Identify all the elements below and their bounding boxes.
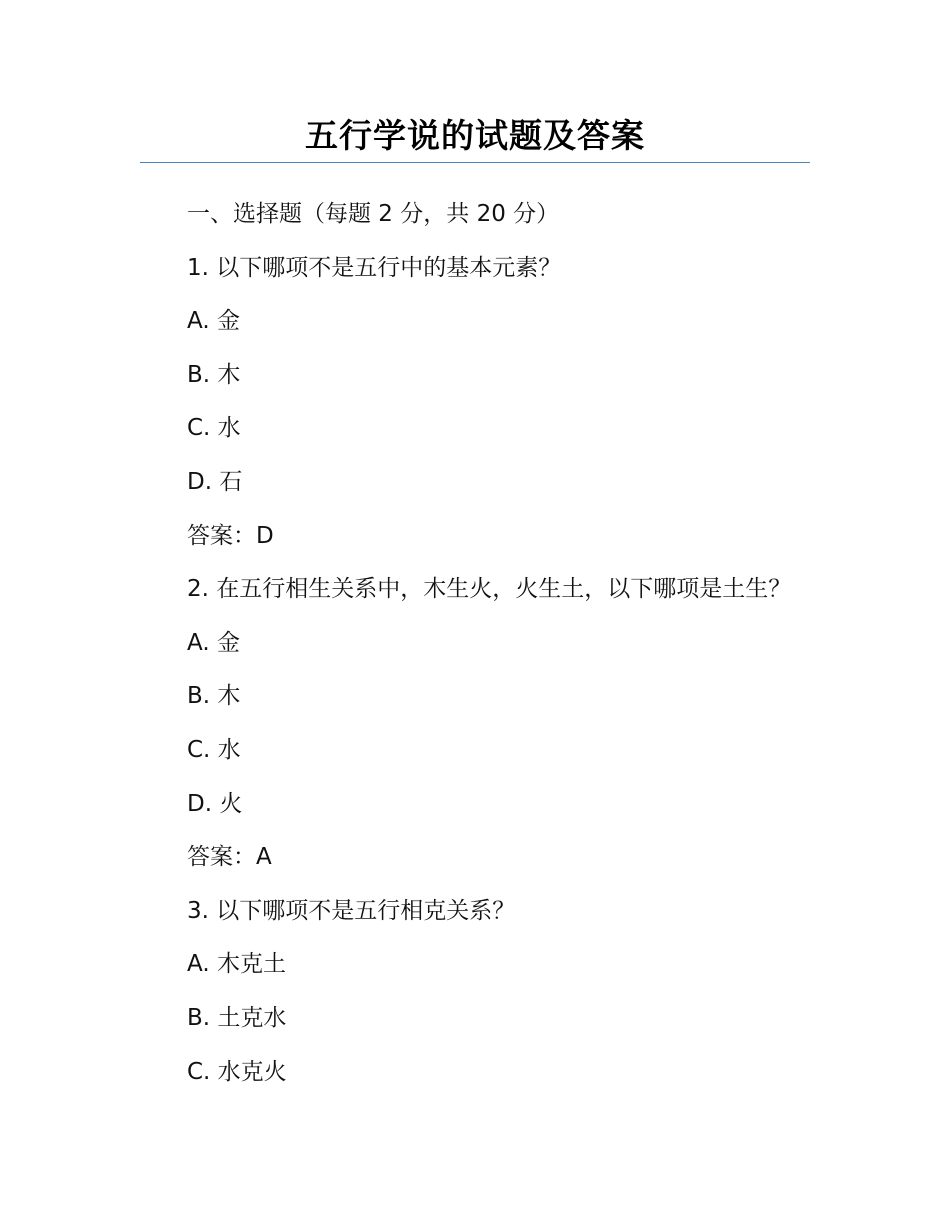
q1-option-b: B. 木 bbox=[187, 361, 241, 388]
q1-answer: 答案：D bbox=[187, 522, 274, 549]
q1-option-a: A. 金 bbox=[187, 308, 240, 335]
q2-option-c: C. 水 bbox=[187, 736, 241, 763]
question-2: 2. 在五行相生关系中，木生火，火生土，以下哪项是土生？ bbox=[187, 576, 792, 603]
document-title: 五行学说的试题及答案 bbox=[305, 116, 645, 155]
question-1: 1. 以下哪项不是五行中的基本元素？ bbox=[187, 254, 562, 281]
q3-option-c: C. 水克火 bbox=[187, 1058, 287, 1085]
question-3: 3. 以下哪项不是五行相克关系？ bbox=[187, 897, 516, 924]
q1-option-c: C. 水 bbox=[187, 415, 241, 442]
section-heading: 一、选择题（每题 2 分，共 20 分） bbox=[187, 201, 560, 227]
q2-option-b: B. 木 bbox=[187, 683, 241, 710]
q3-option-a: A. 木克土 bbox=[187, 951, 286, 978]
title-underline bbox=[140, 162, 810, 163]
q1-option-d: D. 石 bbox=[187, 468, 243, 495]
q3-option-b: B. 土克水 bbox=[187, 1004, 287, 1031]
q2-answer: 答案：A bbox=[187, 844, 272, 871]
q2-option-a: A. 金 bbox=[187, 629, 240, 656]
q2-option-d: D. 火 bbox=[187, 790, 243, 817]
document-body bbox=[187, 192, 887, 1103]
